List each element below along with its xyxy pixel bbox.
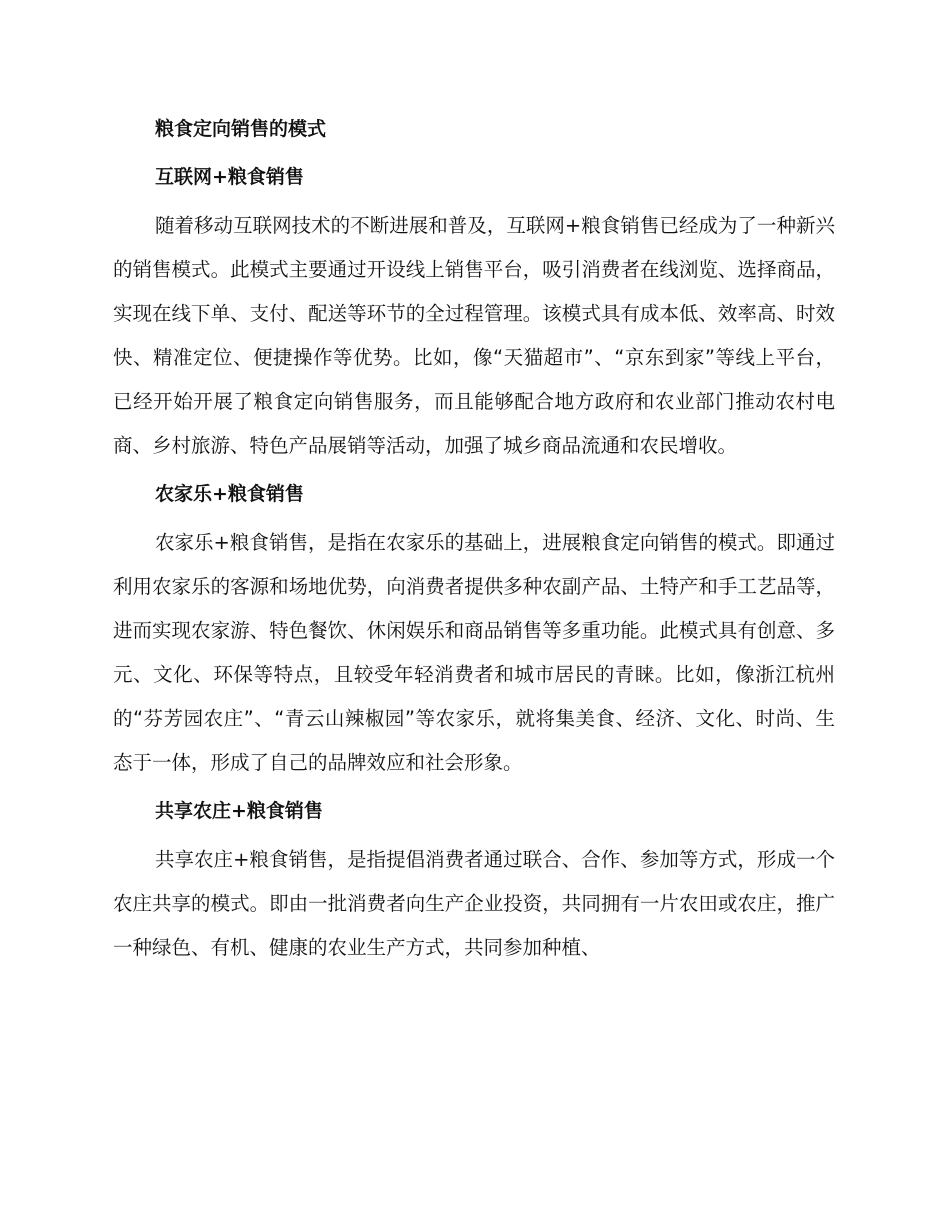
section-heading-shared-farm: 共享农庄+粮食销售 <box>155 800 323 822</box>
section-paragraph-farmstay: 农家乐+粮食销售，是指在农家乐的基础上，进展粮食定向销售的模式。即通过利用农家乐的客源和场地优势，向消费者提供多种农副产品、土特产和手工艺品等，进而实现农家游、特色餐饮、休闲娱乐和商品销售等多重功能。此模式具有创意、多元、文化、环保等特点，且较受年轻消费者和城市居民的青睐。比如，像浙江杭州的“芬芳园农庄”、“青云山辣椒园”等农家乐，就将集美食、经济、文化、时尚、生态于一体，形成了自己的品牌效应和社会形象。 <box>113 531 835 774</box>
document-title: 粮食定向销售的模式 <box>155 118 327 140</box>
section-paragraph-internet: 随着移动互联网技术的不断进展和普及，互联网+粮食销售已经成为了一种新兴的销售模式。此模式主要通过开设线上销售平台，吸引消费者在线浏览、选择商品，实现在线下单、支付、配送等环节的全过程管理。该模式具有成本低、效率高、时效快、精准定位、便捷操作等优势。比如，像“天猫超市”、“京东到家”等线上平台，已经开始开展了粮食定向销售服务，而且能够配合地方政府和农业部门推动农村电商、乡村旅游、特色产品展销等活动，加强了城乡商品流通和农民增收。 <box>113 214 835 457</box>
section-heading-farmstay: 农家乐+粮食销售 <box>155 483 304 505</box>
section-heading-internet: 互联网+粮食销售 <box>155 166 304 188</box>
document-page <box>113 111 835 970</box>
section-paragraph-shared-farm: 共享农庄+粮食销售，是指提倡消费者通过联合、合作、参加等方式，形成一个农庄共享的模式。即由一批消费者向生产企业投资，共同拥有一片农田或农庄，推广一种绿色、有机、健康的农业生产方式，共同参加种植、 <box>113 848 835 959</box>
